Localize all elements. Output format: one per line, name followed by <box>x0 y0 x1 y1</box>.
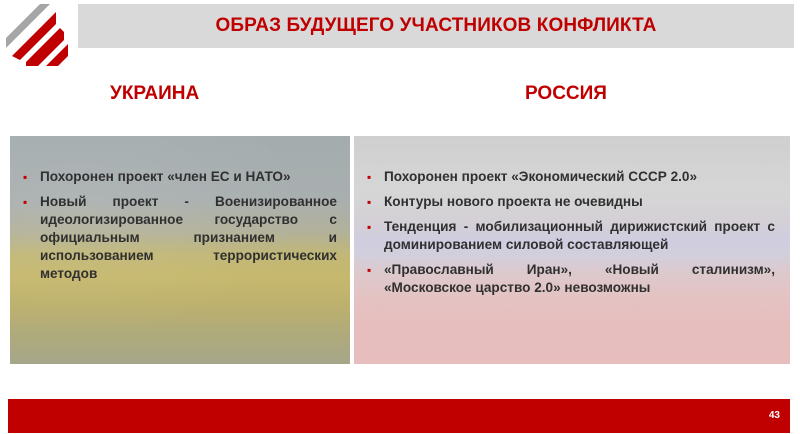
russia-panel <box>354 136 790 364</box>
bullet-item <box>367 218 775 254</box>
bullet-item <box>23 193 337 283</box>
bullet-item <box>23 168 337 186</box>
heading-ukraine: УКРАИНА <box>110 83 200 104</box>
ukraine-panel <box>10 136 350 364</box>
ukraine-bullet-list <box>23 168 337 290</box>
bullet-marker-icon: ▪ <box>23 170 28 184</box>
bullet-text: Тенденция - мобилизационный дирижистский проект с доминированием силовой составляющей <box>384 219 775 252</box>
bullet-text: Контуры нового проекта не очевидны <box>384 194 643 209</box>
page-number: 43 <box>768 410 780 421</box>
bullet-item <box>367 261 775 297</box>
bullet-text: Похоронен проект «член ЕС и НАТО» <box>40 169 291 184</box>
bullet-item <box>367 193 775 211</box>
bullet-marker-icon: ▪ <box>23 195 28 209</box>
bullet-marker-icon: ▪ <box>367 220 372 234</box>
bullet-marker-icon: ▪ <box>367 195 372 209</box>
logo-stripes-icon <box>6 4 70 66</box>
bullet-text: Похоронен проект «Экономический СССР 2.0» <box>384 169 698 184</box>
slide-title: ОБРАЗ БУДУЩЕГО УЧАСТНИКОВ КОНФЛИКТА <box>215 15 657 36</box>
bullet-marker-icon: ▪ <box>367 170 372 184</box>
title-bar <box>78 4 794 48</box>
bullet-text: Новый проект - Военизированное идеологизированное государство с официальным признанием и использованием террористических методов <box>40 194 337 281</box>
bullet-text: «Православный Иран», «Новый сталинизм», «Московское царство 2.0» невозможны <box>384 262 775 295</box>
bullet-marker-icon: ▪ <box>367 263 372 277</box>
bullet-item <box>367 168 775 186</box>
russia-bullet-list <box>367 168 775 304</box>
footer-bar <box>8 399 790 433</box>
heading-russia: РОССИЯ <box>525 83 607 104</box>
